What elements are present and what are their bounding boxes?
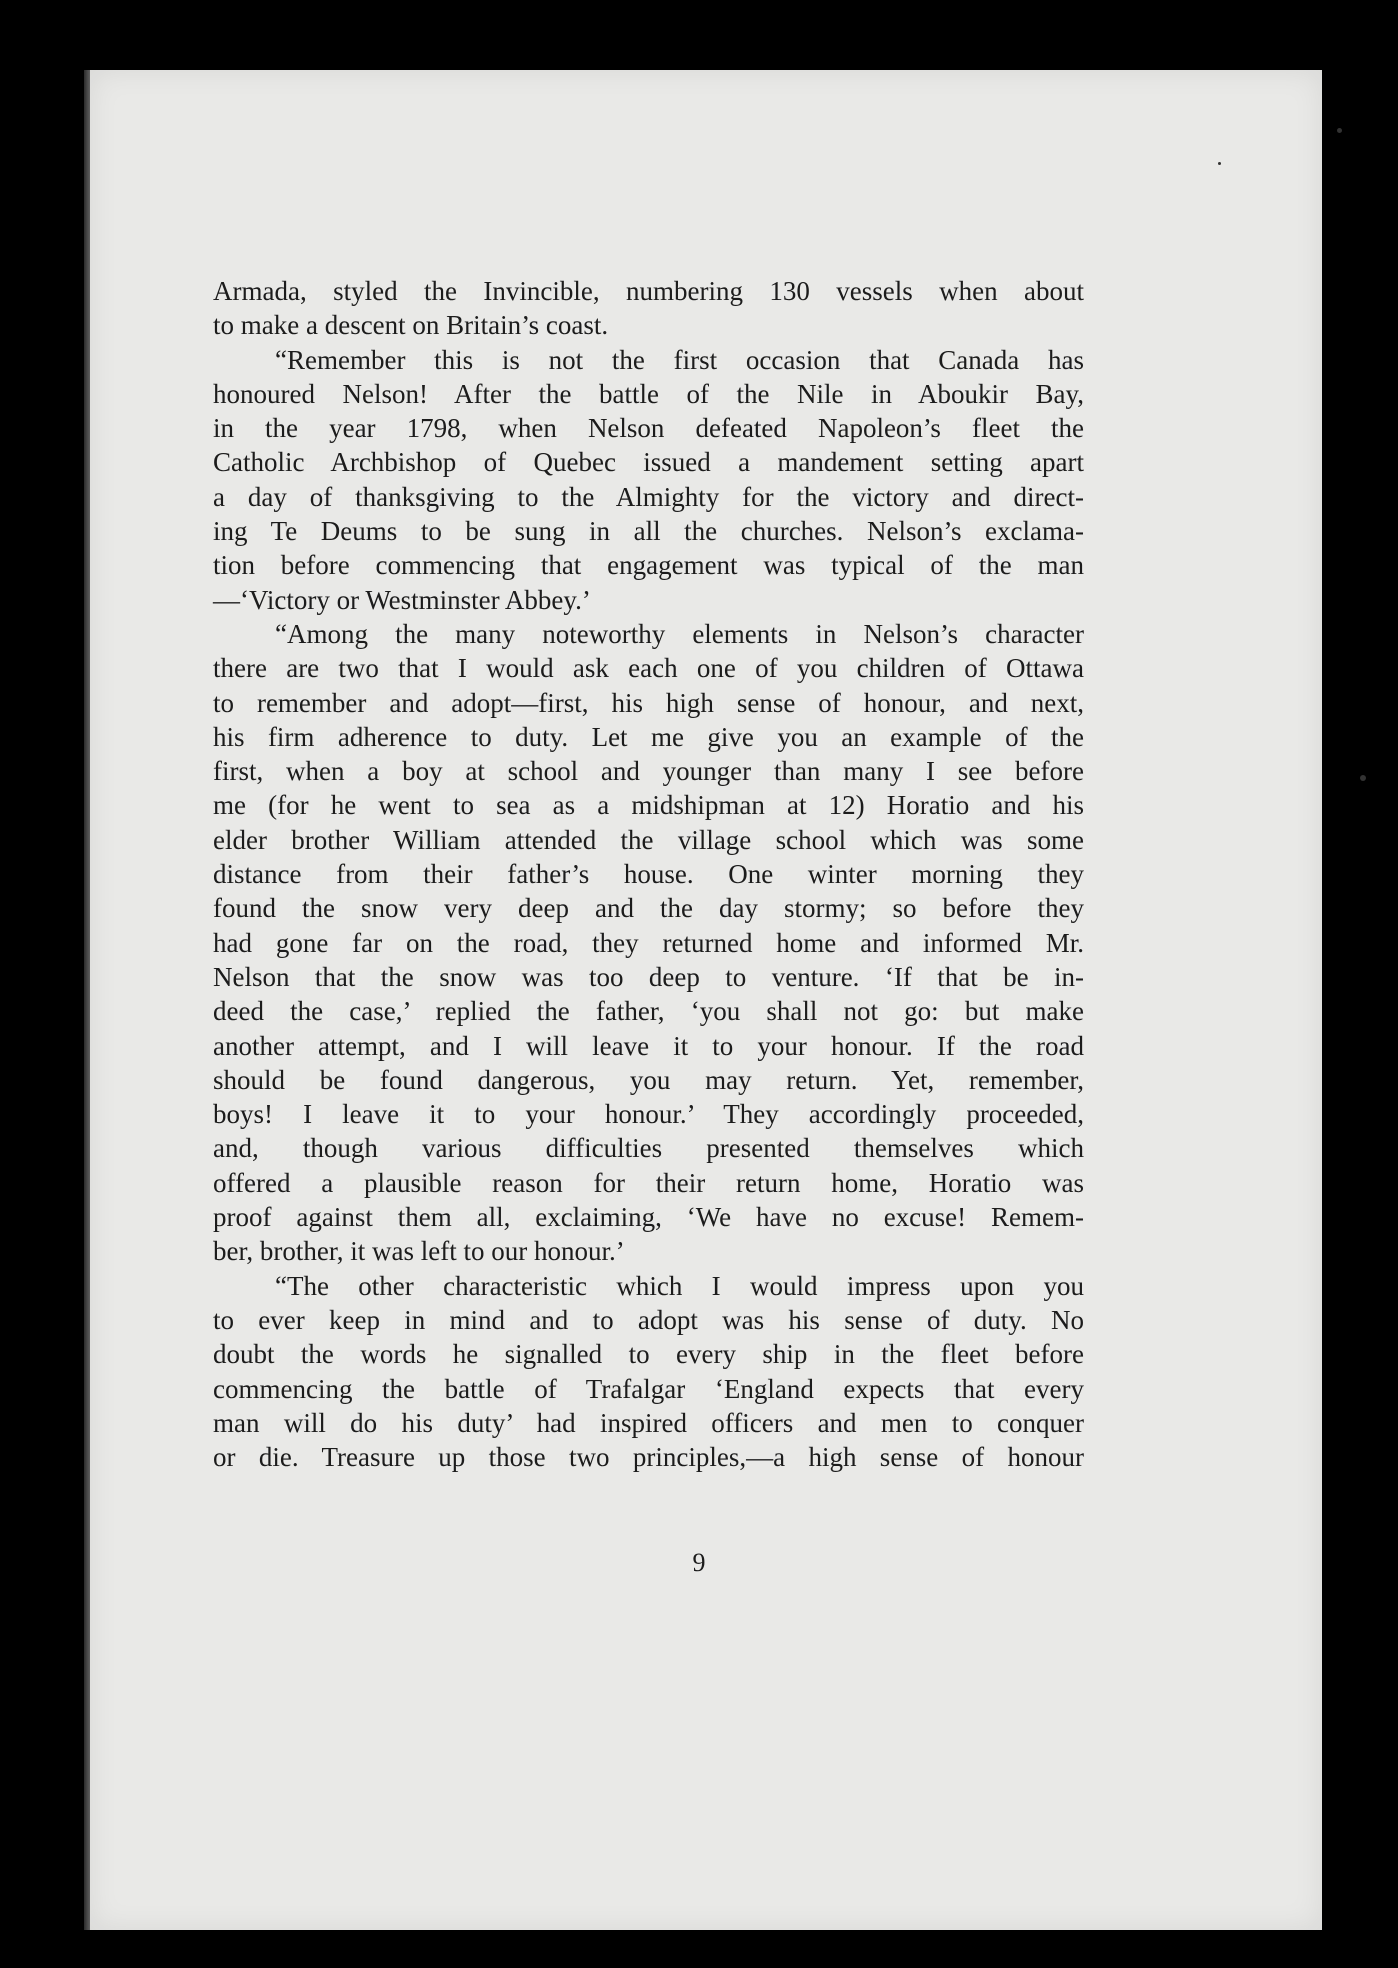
text-line: commencing the battle of Trafalgar ‘England expects that every (213, 1373, 1084, 1404)
text-line: first, when a boy at school and younger than many I see before (213, 756, 1084, 787)
text-line: “The other characteristic which I would impress upon you (275, 1270, 1084, 1301)
scan-speck (1218, 162, 1221, 165)
text-line: Nelson that the snow was too deep to venture. ‘If that be in- (213, 961, 1084, 992)
text-line: or die. Treasure up those two principles,—a high sense of honour (213, 1442, 1084, 1473)
text-line: there are two that I would ask each one of you children of Ottawa (213, 653, 1084, 684)
text-line: doubt the words he signalled to every ship in the fleet before (213, 1339, 1084, 1370)
text-line: his firm adherence to duty. Let me give you an example of the (213, 721, 1084, 752)
text-line: to remember and adopt—first, his high sense of honour, and next, (213, 687, 1084, 718)
text-line: elder brother William attended the village school which was some (213, 824, 1084, 855)
text-line: to ever keep in mind and to adopt was his sense of duty. No (213, 1304, 1084, 1335)
text-line: me (for he went to sea as a midshipman at 12) Horatio and his (213, 790, 1084, 821)
text-line: —‘Victory or Westminster Abbey.’ (213, 584, 591, 615)
text-line: ing Te Deums to be sung in all the churches. Nelson’s exclama- (213, 516, 1084, 547)
text-line: and, though various difficulties presented themselves which (213, 1133, 1084, 1164)
text-line: to make a descent on Britain’s coast. (213, 310, 609, 341)
text-line: in the year 1798, when Nelson defeated Napoleon’s fleet the (213, 413, 1084, 444)
text-line: deed the case,’ replied the father, ‘you shall not go: but make (213, 996, 1084, 1027)
text-line: should be found dangerous, you may return. Yet, remember, (213, 1064, 1084, 1095)
text-line: man will do his duty’ had inspired officers and men to conquer (213, 1407, 1084, 1438)
text-line: tion before commencing that engagement was typical of the man (213, 550, 1084, 581)
scan-speck (1360, 775, 1366, 781)
page-number: 9 (692, 1548, 706, 1577)
text-line: “Remember this is not the first occasion that Canada has (275, 344, 1084, 375)
text-line: a day of thanksgiving to the Almighty for the victory and direct- (213, 481, 1084, 512)
text-line: boys! I leave it to your honour.’ They accordingly proceeded, (213, 1099, 1084, 1130)
text-line: ber, brother, it was left to our honour.’ (213, 1236, 625, 1267)
text-line: proof against them all, exclaiming, ‘We have no excuse! Remem- (213, 1202, 1084, 1233)
body-text (213, 274, 1084, 1474)
text-line: offered a plausible reason for their return home, Horatio was (213, 1167, 1084, 1198)
text-line: Catholic Archbishop of Quebec issued a mandement setting apart (213, 447, 1084, 478)
text-line: had gone far on the road, they returned home and informed Mr. (213, 927, 1084, 958)
scan-speck (1337, 128, 1342, 133)
text-line: Armada, styled the Invincible, numbering 130 vessels when about (213, 276, 1084, 306)
text-line: distance from their father’s house. One winter morning they (213, 859, 1084, 890)
text-line: “Among the many noteworthy elements in Nelson’s character (275, 618, 1084, 649)
text-line: found the snow very deep and the day stormy; so before they (213, 893, 1084, 924)
text-line: another attempt, and I will leave it to your honour. If the road (213, 1030, 1084, 1061)
text-line: honoured Nelson! After the battle of the Nile in Aboukir Bay, (213, 378, 1084, 409)
